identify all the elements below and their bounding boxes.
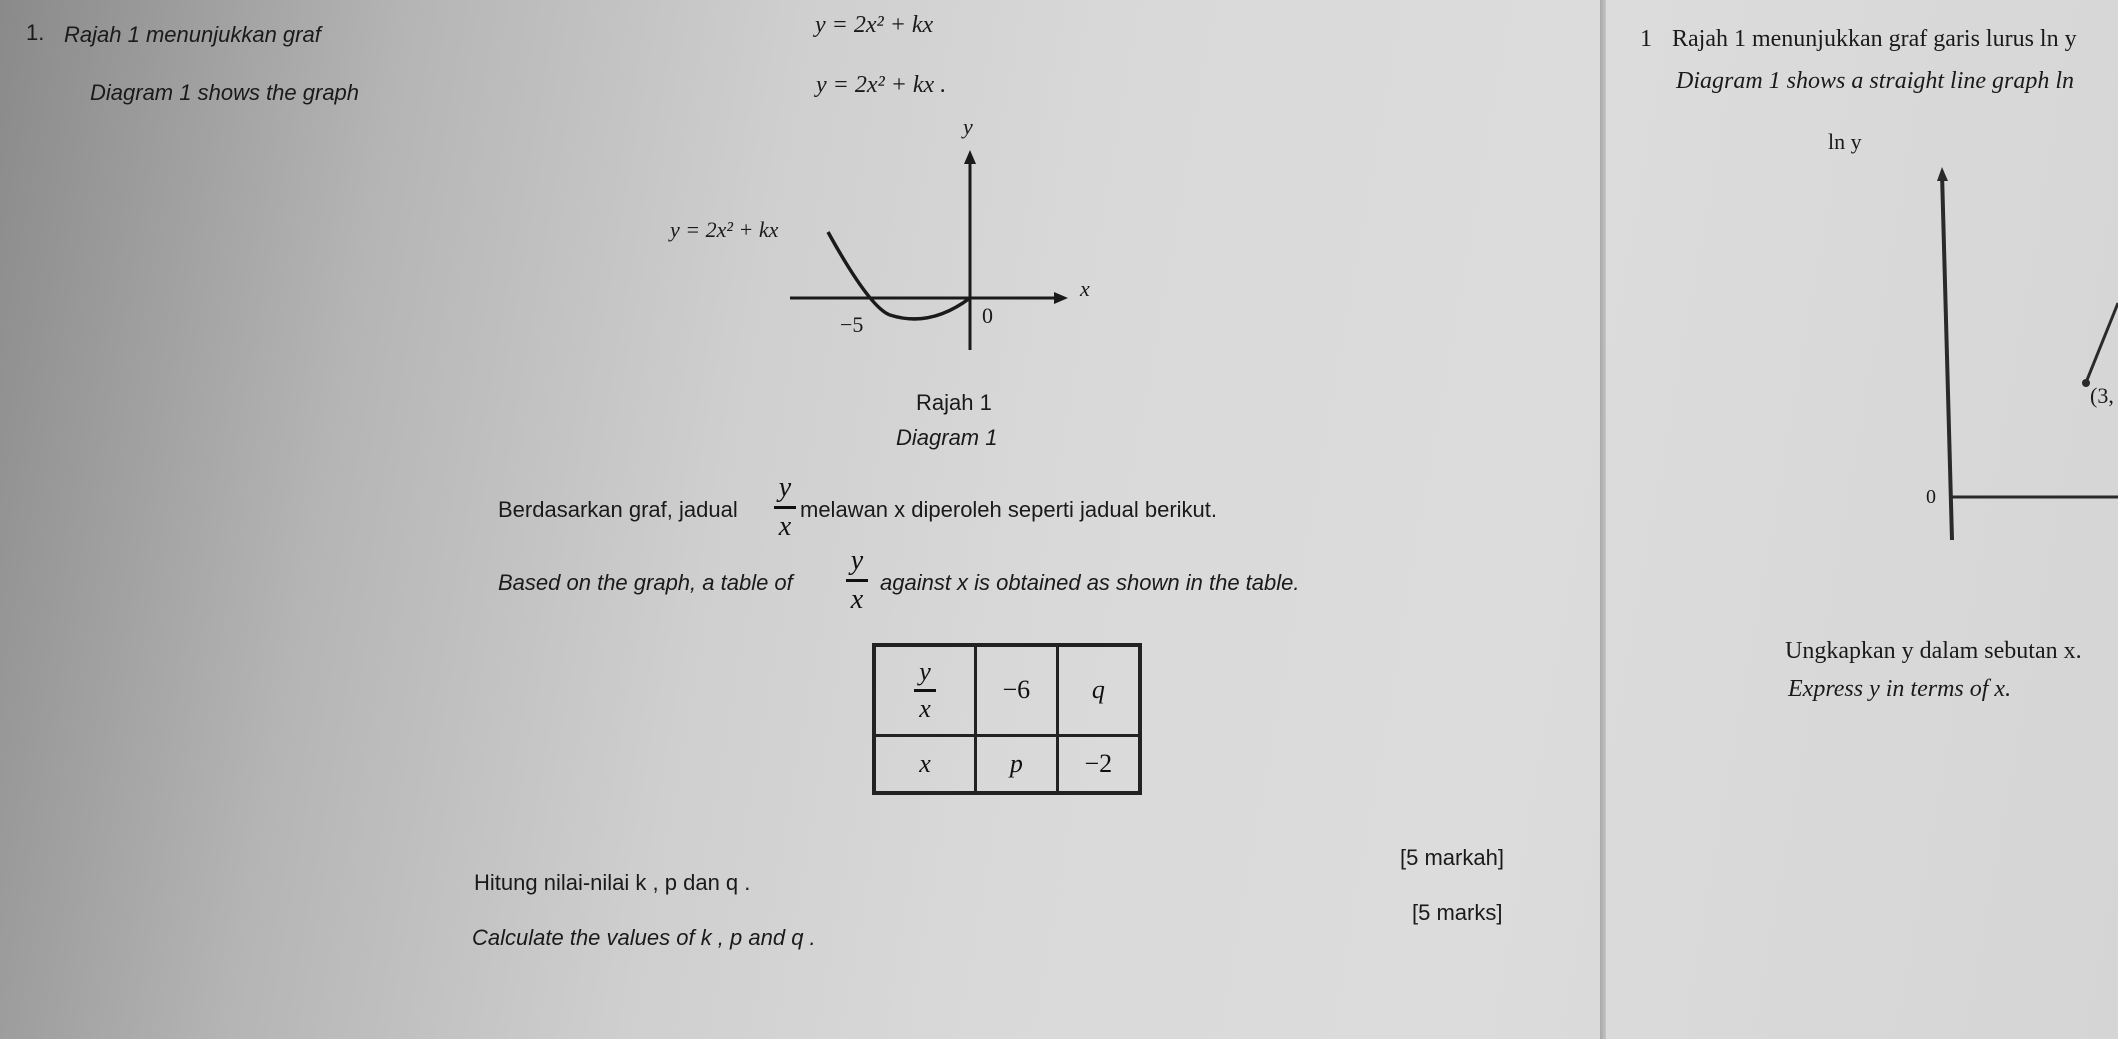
table-fraction-numerator: y [919,656,931,686]
table-cell: −6 [976,645,1058,735]
right-intro-english: Diagram 1 shows a straight line graph ln [1676,68,2075,94]
paragraph-malay-start: Berdasarkan graf, jadual [498,497,738,522]
origin-label: 0 [982,303,993,328]
right-question-number: 1 [1640,26,1652,52]
fraction-y-over-x-english [846,545,868,616]
table-row [874,645,1140,735]
lny-axis-label: ln y [1828,129,1862,154]
table-cell: −2 [1057,735,1140,793]
task-english: Calculate the values of k , p and q . [472,925,816,950]
diagram-caption-english: Diagram 1 [896,425,998,450]
diagram-caption-malay: Rajah 1 [916,390,992,415]
table-header-x: x [874,735,976,793]
intro-english: Diagram 1 shows the graph [90,80,360,105]
fraction-y-over-x [774,472,796,543]
marks-english: [5 marks] [1412,900,1503,925]
table-fraction-bar [914,689,936,692]
straight-line [2085,303,2118,385]
fraction-denominator: x [778,511,792,542]
fraction-numerator: y [850,545,864,576]
right-intro-malay: Rajah 1 menunjukkan graf garis lurus ln y [1672,26,2077,52]
tick-label-neg5: −5 [840,312,864,337]
values-table [872,643,1142,795]
y-axis-label: y [963,114,973,139]
fraction-denominator: x [850,584,864,615]
paragraph-malay-end: melawan x diperoleh seperti jadual berikut. [800,497,1218,522]
x-axis-label: x [1080,276,1090,301]
right-task-malay: Ungkapkan y dalam sebutan x. [1785,638,2082,664]
marks-malay: [5 markah] [1400,845,1504,870]
table-fraction [914,657,936,724]
lny-axis-arrow-icon [1937,167,1948,181]
y-axis-arrow-icon [964,150,976,164]
fraction-numerator: y [778,472,792,503]
data-point [2082,379,2090,387]
equation-malay: y = 2x² + kx [815,12,934,38]
paragraph-english-end: against x is obtained as shown in the table. [880,570,1300,595]
curve-label: y = 2x² + kx [670,217,779,242]
x-axis-arrow-icon [1054,292,1068,304]
parabola-curve [828,232,970,319]
intro-malay: Rajah 1 menunjukkan graf [64,22,321,47]
point-label: (3, [2090,383,2114,408]
equation-english: y = 2x² + kx . [816,72,947,98]
task-malay: Hitung nilai-nilai k , p dan q . [474,870,751,895]
table-fraction-denominator: x [919,693,931,723]
table-cell: p [976,735,1058,793]
parabola-graph [640,110,1110,360]
question-number: 1. [26,20,45,45]
lny-axis [1942,173,1952,540]
page-gutter [1600,0,1606,1039]
table-row [874,735,1140,793]
right-task-english: Express y in terms of x. [1788,676,2012,702]
table-cell: q [1057,645,1140,735]
lny-line-graph [1800,125,2118,555]
paragraph-english-start: Based on the graph, a table of [498,570,793,595]
origin-label-right: 0 [1926,486,1936,508]
fraction-bar [846,579,868,582]
fraction-bar [774,506,796,509]
table-header-y-over-x [874,645,976,735]
